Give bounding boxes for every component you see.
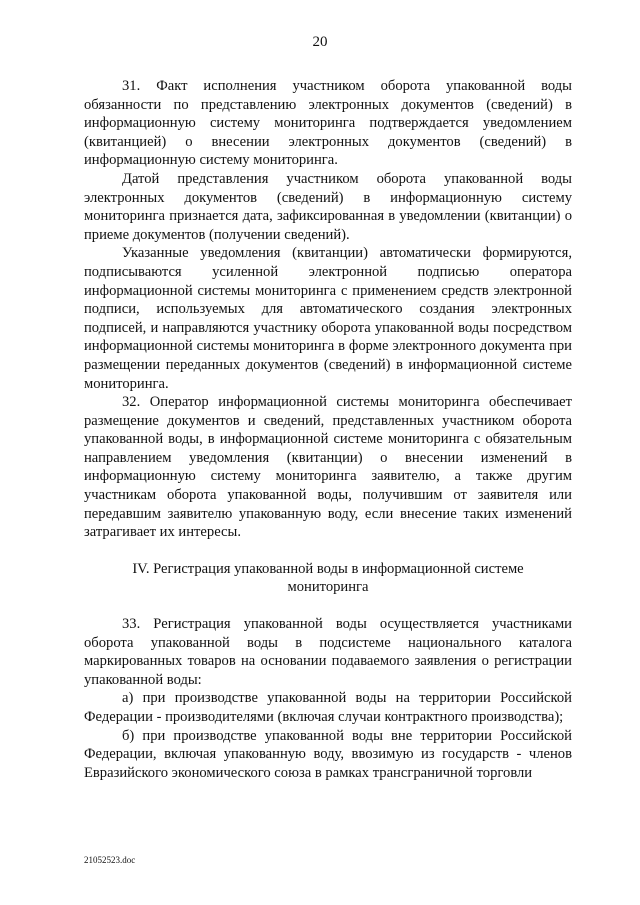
page-number: 20 <box>312 34 328 50</box>
document-body <box>84 77 572 782</box>
list-item-a: а) при производстве упакованной воды на территории Российской Федерации - производителями (включая случаи контрактного производства); <box>84 690 572 725</box>
paragraph-32: 32. Оператор информационной системы мониторинга обеспечивает размещение документов и сведений, представленных участником оборота упакованной воды, в информационной системе мониторинга с обязательным направлением уведомления (квитанции) о внесении изменений в информационную систему мониторинга заявителю, а также другим участникам оборота упакованной воды, получившим от заявителя или передавшим заявителю упакованную воду, если внесение таких изменений затрагивает их интересы. <box>84 394 572 541</box>
paragraph-notifications: Указанные уведомления (квитанции) автоматически формируются, подписываются усиленной электронной подписью оператора информационной системы мониторинга с применением средств электронной подписи, используемых для автоматического создания электронных подписей, и направляются участнику оборота упакованной воды посредством информационной системы мониторинга в форме электронного документа при размещении переданных документов (сведений) в информационной системе мониторинга. <box>84 245 572 392</box>
footer-filename: 21052523.doc <box>84 855 136 865</box>
section-heading: IV. Регистрация упакованной воды в информационной системе мониторинга <box>132 560 524 596</box>
paragraph-submission-date: Датой представления участником оборота упакованной воды электронных документов (сведений) в информационную систему мониторинга признается дата, зафиксированная в уведомлении (квитанции) о приеме документов (получении сведений). <box>84 170 572 243</box>
paragraph-31: 31. Факт исполнения участником оборота упакованной воды обязанности по представлению электронных документов (сведений) в информационную систему мониторинга подтверждается уведомлением (квитанцией) о внесении электронных документов (сведений) в информационную систему мониторинга. <box>84 78 572 169</box>
paragraph-33: 33. Регистрация упакованной воды осуществляется участниками оборота упакованной воды в подсистеме национального каталога маркированных товаров на основании подаваемого заявления о регистрации упакованной воды: <box>84 616 572 688</box>
list-item-b: б) при производстве упакованной воды вне территории Российской Федерации, включая упакованную воду, ввозимую из государств - членов Евразийского экономического союза в рамках трансграничной торговли <box>84 727 572 781</box>
